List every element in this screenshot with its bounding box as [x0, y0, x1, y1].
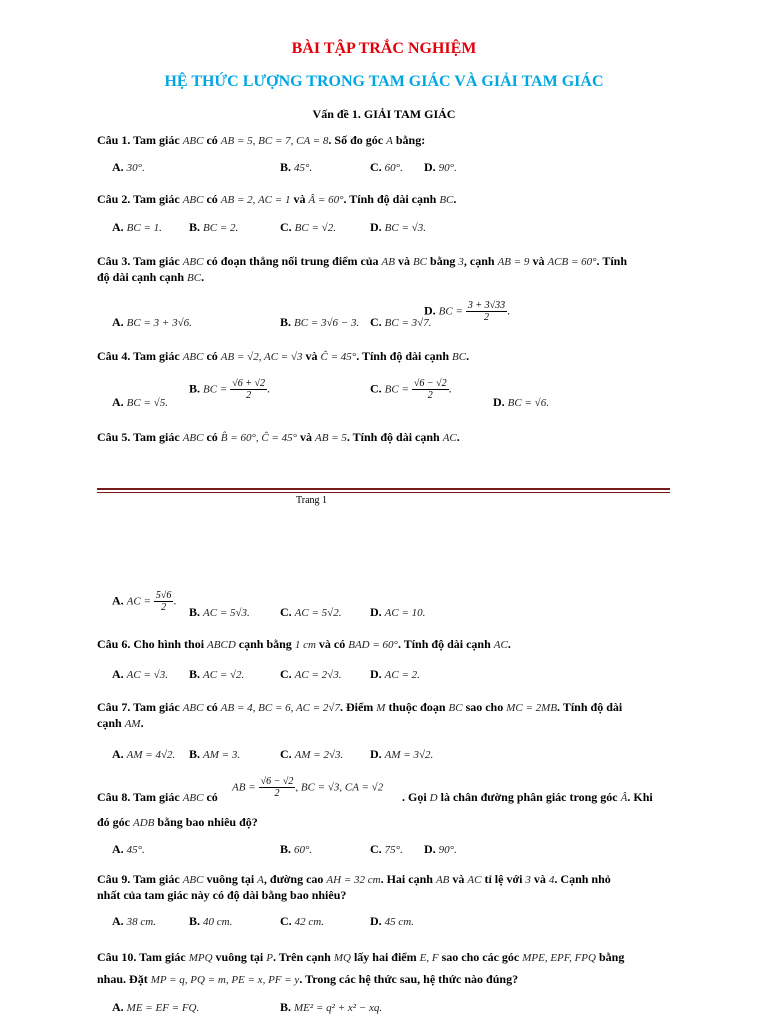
given-angle: Â = 60° — [308, 194, 344, 206]
number: 3 — [458, 256, 464, 268]
answer-option-a[interactable]: A. ME = EF = FQ. — [112, 1000, 200, 1014]
question-text: đó góc — [97, 815, 130, 829]
answer-option-a[interactable]: A. BC = 3 + 3√6. — [112, 315, 192, 329]
question-label: Câu 3. Tam giác — [97, 254, 180, 268]
side-name: AB — [381, 256, 395, 268]
question-text: và có — [318, 637, 346, 651]
triangle-name: ABC — [182, 135, 204, 147]
question-label: Câu 2. Tam giác — [97, 192, 180, 206]
page-number: Trang 1 — [296, 495, 328, 506]
formula-fraction: $\frac{√6 - √2}{2}$ — [260, 776, 294, 799]
answer-option-d[interactable]: D. BC = $\frac{3 + 3√33}{2}$ . — [424, 300, 511, 323]
question-4: Câu 4. Tam giác ABC có AB = √2, AC = √3 và Ĉ = 45°. Tính độ dài cạnh BC. — [97, 349, 470, 363]
point-names: E, F — [419, 952, 439, 964]
given-condition: AH = 32 cm — [326, 874, 381, 886]
shape-name: ABCD — [207, 639, 236, 651]
length-value: 1 cm — [294, 639, 316, 651]
angle-list: MPE, EPF, FPQ — [522, 952, 596, 964]
question-9 — [97, 872, 611, 887]
triangle-name: ABC — [182, 194, 204, 206]
given-condition: AB = 5, BC = 7, CA = 8 — [220, 135, 329, 147]
question-3 — [97, 254, 627, 269]
answer-option-c[interactable]: C. 42 cm. — [280, 914, 324, 928]
answer-option-c[interactable]: C. BC = $\frac{√6 - √2}{2}$ . — [370, 378, 452, 401]
question-text: là chân đường phân giác trong góc — [440, 790, 618, 804]
question-1 — [97, 133, 425, 148]
question-text: bằng: — [395, 133, 426, 147]
question-text: . Tính — [596, 254, 628, 268]
number: 3 — [525, 874, 531, 886]
answer-option-a[interactable]: A. 45°. — [112, 842, 145, 856]
question-text: vuông tại — [215, 950, 264, 964]
question-label: Câu 8. Tam giác — [97, 790, 180, 804]
angle-symbol: ADB — [133, 817, 155, 829]
question-8-line-2 — [97, 815, 258, 830]
question-text: . Khi — [627, 790, 653, 804]
side-name: BC — [452, 351, 467, 363]
answer-option-c[interactable]: C. AM = 2√3. — [280, 747, 344, 761]
side-name: MQ — [333, 952, 351, 964]
question-9-line-2 — [97, 888, 346, 903]
angle-symbol: Â — [620, 792, 628, 804]
question-7-line-2: cạnh AM. — [97, 716, 144, 730]
given-condition: AB = 5 — [315, 432, 347, 444]
question-text: nhất của tam giác này có độ dài bằng bao nhiêu? — [97, 888, 347, 902]
given-condition: AB = 9 — [497, 256, 530, 268]
answer-option-a[interactable]: A. 30°. — [112, 160, 145, 174]
answer-option-b[interactable]: B. AM = 3. — [189, 747, 241, 761]
question-text: . Tính độ dài cạnh — [397, 637, 491, 651]
word-va: và — [293, 192, 306, 206]
question-text: . Tính độ dài cạnh — [356, 349, 450, 363]
question-10-line-2 — [97, 972, 518, 987]
question-label: Câu 6. Cho hình thoi — [97, 637, 205, 651]
question-label: Câu 4. Tam giác — [97, 349, 180, 363]
question-8-text — [402, 790, 653, 805]
answer-option-b[interactable]: B. 60°. — [280, 842, 313, 856]
question-text: sao cho các góc — [441, 950, 520, 964]
answer-option-a[interactable]: A. BC = 1. — [112, 220, 162, 234]
question-text: vuông tại — [206, 872, 255, 886]
answer-option-b[interactable]: B. 40 cm. — [189, 914, 233, 928]
point-name: D — [429, 792, 438, 804]
answer-option-b[interactable]: B. BC = 2. — [189, 220, 239, 234]
answer-option-d[interactable]: D. 90°. — [424, 842, 457, 856]
question-text: cạnh bằng — [238, 637, 292, 651]
definitions: MP = q, PQ = m, PE = x, PF = y — [150, 974, 300, 986]
word-va: và — [452, 872, 465, 886]
side-name: BC — [412, 256, 428, 268]
side-name: BC — [439, 194, 454, 206]
point-name: M — [376, 702, 386, 714]
given-condition: AB = 2, AC = 1 — [220, 194, 291, 206]
given-angle: ACB = 60° — [547, 256, 597, 268]
question-8-formula — [232, 776, 383, 799]
question-text: bằng — [598, 950, 625, 964]
question-3-line-2: độ dài cạnh cạnh BC. — [97, 270, 205, 284]
question-text: độ dài cạnh cạnh — [97, 270, 185, 284]
question-text: . Trên cạnh — [272, 950, 331, 964]
word-va: và — [532, 254, 545, 268]
word-co: có — [206, 133, 218, 147]
answer-option-a[interactable]: A. AC = $\frac{5√6}{2}$ . — [112, 590, 177, 613]
answer-option-c[interactable]: C. BC = 3√7. — [370, 315, 432, 329]
triangle-name: MPQ — [188, 952, 213, 964]
answer-option-a[interactable]: A. AM = 4√2. — [112, 747, 176, 761]
formula-lhs: AB = — [232, 781, 256, 794]
answer-option-b[interactable]: B. AC = √2. — [189, 667, 245, 681]
answer-option-d[interactable]: D. AM = 3√2. — [370, 747, 434, 761]
answer-option-b[interactable]: B. ME² = q² + x² − xq. — [280, 1000, 383, 1014]
answer-option-b[interactable]: B. 45°. — [280, 160, 313, 174]
triangle-name: ABC — [182, 874, 204, 886]
given-angle: Ĉ = 45° — [320, 351, 357, 363]
question-text: . Điểm — [339, 700, 374, 714]
question-text: bằng — [430, 254, 456, 268]
point-name: A — [257, 874, 264, 886]
answer-option-c[interactable]: C. AC = 2√3. — [280, 667, 342, 681]
question-text: có đoạn thẳng nối trung điểm của — [206, 254, 379, 268]
answer-option-c[interactable]: C. 60°. — [370, 160, 403, 174]
question-text: . Tính độ dài cạnh — [343, 192, 437, 206]
segment-name: BC — [448, 702, 463, 714]
answer-option-c[interactable]: C. AC = 5√2. — [280, 605, 342, 619]
answer-option-a[interactable]: A. 38 cm. — [112, 914, 156, 928]
word-co: có — [206, 430, 218, 444]
point-name: P — [266, 952, 273, 964]
answer-option-d[interactable]: D. 45 cm. — [370, 914, 414, 928]
question-text: . Gọi — [402, 790, 427, 804]
answer-option-c[interactable]: C. 75°. — [370, 842, 403, 856]
section-heading: Vấn đề 1. GIẢI TAM GIÁC — [312, 107, 456, 121]
side-name: AM — [124, 718, 141, 730]
word-co: có — [206, 192, 218, 206]
question-text: , cạnh — [463, 254, 495, 268]
triangle-name: ABC — [182, 792, 204, 804]
question-text: sao cho — [465, 700, 504, 714]
word-co: có — [206, 700, 218, 714]
answer-option-d[interactable]: D. AC = 2. — [370, 667, 420, 681]
side-name: AC — [493, 639, 508, 651]
word-va: và — [300, 430, 312, 444]
question-text: . Hai cạnh — [380, 872, 433, 886]
question-text: lấy hai điểm — [353, 950, 417, 964]
side-name: BC — [187, 272, 202, 284]
question-label: Câu 9. Tam giác — [97, 872, 180, 886]
answer-option-b[interactable]: B. BC = 3√6 − 3. — [280, 315, 360, 329]
question-label: Câu 1. Tam giác — [97, 133, 180, 147]
question-5: Câu 5. Tam giác ABC có B̂ = 60°, Ĉ = 45° và AB = 5. Tính độ dài cạnh AC. — [97, 430, 460, 444]
question-2: Câu 2. Tam giác ABC có AB = 2, AC = 1 và Â = 60°. Tính độ dài cạnh BC. — [97, 192, 457, 206]
question-text: . Trong các hệ thức sau, hệ thức nào đúng? — [299, 972, 519, 986]
number: 4 — [548, 874, 555, 886]
given-condition: MC = 2MB — [506, 702, 558, 714]
answer-option-a[interactable]: A. AC = √3. — [112, 667, 168, 681]
side-name: AC — [467, 874, 482, 886]
page-footer-rule-thin — [97, 492, 670, 493]
question-text: . Tính độ dài — [557, 700, 623, 714]
question-text: bằng bao nhiêu độ? — [157, 815, 258, 829]
question-label: Câu 5. Tam giác — [97, 430, 180, 444]
answer-option-d[interactable]: D. AC = 10. — [370, 605, 426, 619]
word-co: có — [206, 790, 218, 804]
question-text: . Số đo góc — [328, 133, 384, 147]
question-text: nhau. Đặt — [97, 972, 148, 986]
question-7 — [97, 700, 622, 715]
given-condition: AB = √2, AC = √3 — [220, 351, 303, 363]
triangle-name: ABC — [182, 351, 204, 363]
question-text: . Tính độ dài cạnh — [346, 430, 440, 444]
word-va: và — [533, 872, 546, 886]
question-text: tỉ lệ với — [484, 872, 523, 886]
side-name: AC — [442, 432, 457, 444]
question-8 — [97, 790, 218, 805]
answer-option-b[interactable]: B. BC = $\frac{√6 + √2}{2}$ . — [189, 378, 270, 401]
triangle-name: ABC — [182, 256, 204, 268]
given-condition: AB = 4, BC = 6, AC = 2√7 — [220, 702, 340, 714]
question-text: , đường cao — [263, 872, 324, 886]
side-name: AB — [435, 874, 450, 886]
question-text: . Cạnh nhỏ — [554, 872, 611, 886]
angle-symbol: A — [386, 135, 393, 147]
given-condition: , BC = √3, CA = √2 — [295, 781, 384, 794]
word-va: và — [305, 349, 318, 363]
word-va: và — [397, 254, 410, 268]
question-label: Câu 7. Tam giác — [97, 700, 180, 714]
answer-option-b[interactable]: B. AC = 5√3. — [189, 605, 250, 619]
answer-option-a[interactable]: A. BC = √5. — [112, 395, 168, 409]
answer-option-d[interactable]: D. 90°. — [424, 160, 457, 174]
question-label: Câu 10. Tam giác — [97, 950, 186, 964]
document-subtitle: HỆ THỨC LƯỢNG TRONG TAM GIÁC VÀ GIẢI TAM GIÁC — [164, 73, 604, 90]
answer-option-c[interactable]: C. BC = √2. — [280, 220, 336, 234]
given-angle: B̂ = 60°, Ĉ = 45° — [220, 432, 297, 444]
question-6: Câu 6. Cho hình thoi ABCD cạnh bằng 1 cm và có BAD = 60°. Tính độ dài cạnh AC. — [97, 637, 511, 651]
answer-option-d[interactable]: D. BC = √3. — [370, 220, 426, 234]
word-co: có — [206, 349, 218, 363]
document-title: BÀI TẬP TRẮC NGHIỆM — [291, 40, 477, 57]
page-footer-rule — [97, 488, 670, 490]
triangle-name: ABC — [182, 702, 204, 714]
triangle-name: ABC — [182, 432, 204, 444]
given-angle: BAD = 60° — [348, 639, 398, 651]
question-text: cạnh — [97, 716, 122, 730]
question-10 — [97, 950, 624, 965]
question-text: thuộc đoạn — [388, 700, 446, 714]
answer-option-d[interactable]: D. BC = √6. — [493, 395, 549, 409]
